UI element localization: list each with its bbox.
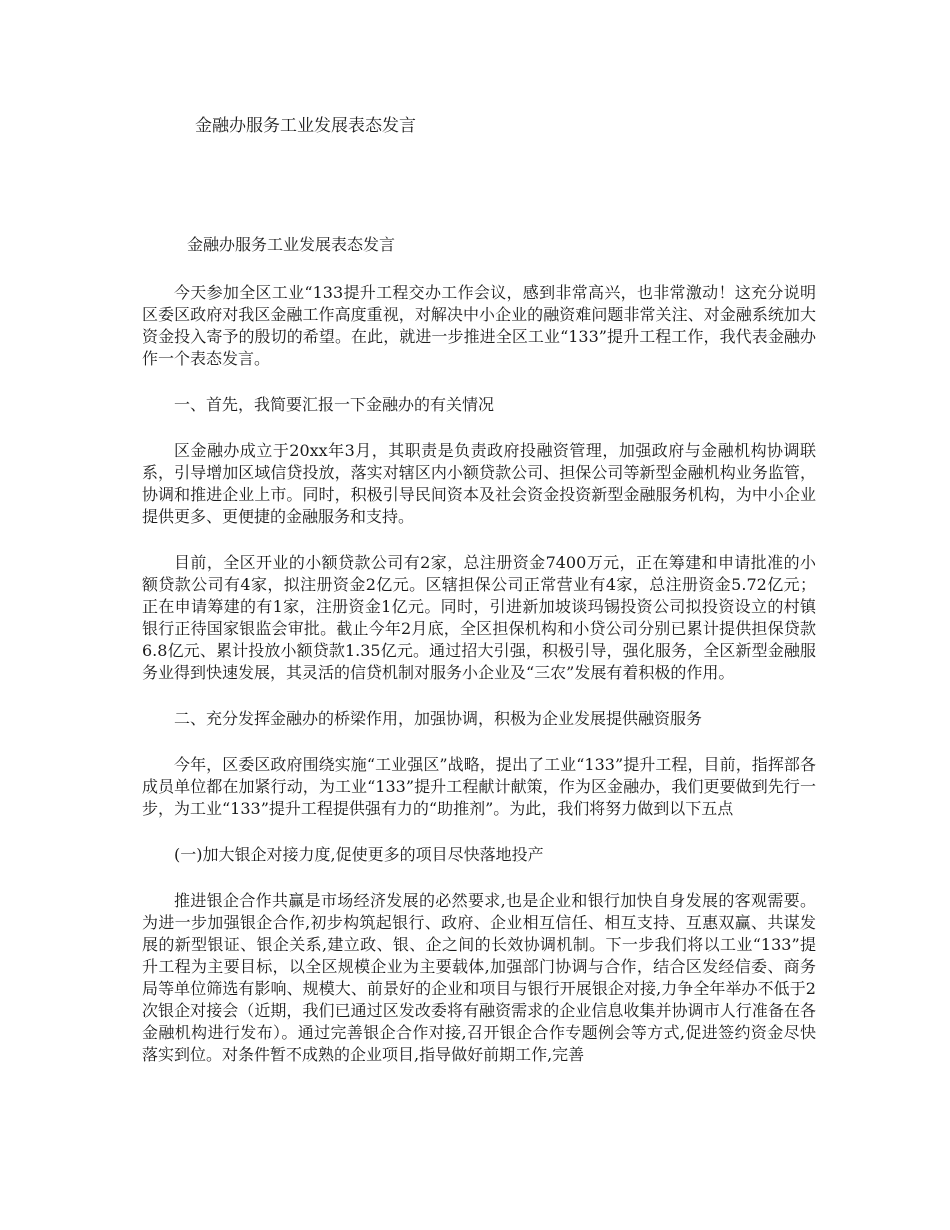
section-heading-2: 二、充分发挥金融办的桥梁作用，加强协调，积极为企业发展提供融资服务 [174, 709, 703, 728]
paragraph-bank-enterprise: 推进银企合作共赢是市场经济发展的必然要求,也是企业和银行加快自身发展的客观需要。为进一步加强银企合作,初步构筑起银行、政府、企业相互信任、相互支持、互惠双赢、共谋发展的新型银证、银企关系,建立政、银、企之间的长效协调机制。下一步我们将以工业“133”提升工程为主要目标，以全区规模企业为主要载体,加强部门协调与合作，结合区发经信委、商务局等单位筛选有影响、规模大、前景好的企业和项目与银行开展银企对接,力争全年举办不低于2次银企对接会（近期，我们已通过区发改委将有融资需求的企业信息收集并协调市人行准备在各金融机构进行发布）。通过完善银企合作对接,召开银企合作专题例会等方式,促进签约资金尽快落实到位。对条件暂不成熟的企业项目,指导做好前期工作,完善 [142, 891, 816, 1064]
subsection-heading-1: (一)加大银企对接力度,促使更多的项目尽快落地投产 [174, 845, 544, 864]
document-subtitle: 金融办服务工业发展表态发言 [187, 235, 396, 254]
paragraph-current-status: 目前，全区开业的小额贷款公司有2家，总注册资金7400万元，正在筹建和申请批准的小额贷款公司有4家，拟注册资金2亿元。区辖担保公司正常营业有4家，总注册资金5.72亿元；正在申请筹建的有1家，注册资金1亿元。同时，引进新加坡谈玛锡投资公司拟投资设立的村镇银行正待国家银监会审批。截止今年2月底，全区担保机构和小贷公司分别已累计提供担保贷款6.8亿元、累计投放小额贷款1.35亿元。通过招大引强，积极引导，强化服务，全区新型金融服务业得到快速发展，其灵活的信贷机制对服务小企业及“三农”发展有着积极的作用。 [142, 553, 816, 682]
paragraph-intro: 今天参加全区工业“133提升工程交办工作会议，感到非常高兴，也非常激动！这充分说明区委区政府对我区金融工作高度重视，对解决中小企业的融资难问题非常关注、对金融系统加大资金投入寄予的殷切的希望。在此，就进一步推进全区工业“133”提升工程工作，我代表金融办作一个表态发言。 [142, 283, 816, 368]
document-title: 金融办服务工业发展表态发言 [195, 116, 416, 136]
paragraph-this-year: 今年，区委区政府围绕实施“工业强区”战略，提出了工业“133”提升工程，目前，指挥部各成员单位都在加紧行动，为工业“133”提升工程献计献策，作为区金融办，我们更要做到先行一步，为工业“133”提升工程提供强有力的“助推剂”。为此，我们将努力做到以下五点 [142, 755, 816, 818]
section-heading-1: 一、首先，我简要汇报一下金融办的有关情况 [174, 395, 495, 414]
paragraph-office-overview: 区金融办成立于20xx年3月，其职责是负责政府投融资管理，加强政府与金融机构协调联系，引导增加区域信贷投放，落实对辖区内小额贷款公司、担保公司等新型金融机构业务监管，协调和推进企业上市。同时，积极引导民间资本及社会资金投资新型金融服务机构，为中小企业提供更多、更便捷的金融服务和支持。 [142, 441, 816, 526]
document-body [142, 234, 816, 1090]
